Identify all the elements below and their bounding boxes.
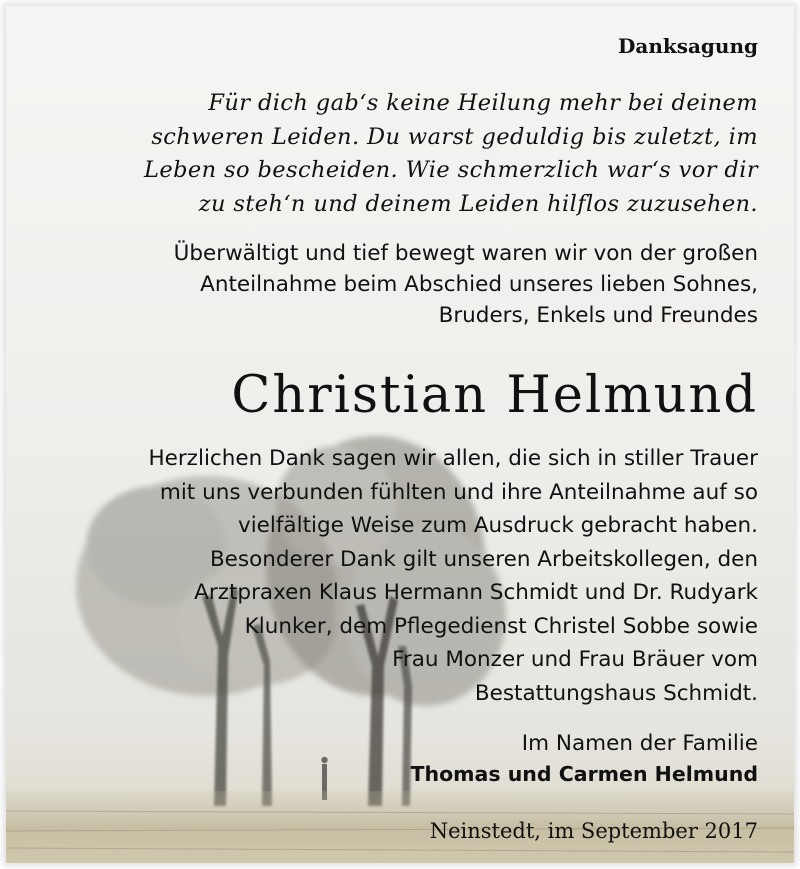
poem-line: Leben so bescheiden. Wie schmerzlich war‘s vor dir: [144, 157, 758, 183]
thanks-line: mit uns verbunden fühlten und ihre Anteilnahme auf so: [159, 479, 758, 505]
signature-line: Im Namen der Familie: [521, 731, 758, 756]
poem-line: zu steh‘n und deinem Leiden hilflos zuzusehen.: [198, 190, 758, 217]
family-names: Thomas und Carmen Helmund: [410, 762, 758, 786]
intro-line: Anteilnahme beim Abschied unseres lieben Sohnes,: [200, 272, 758, 297]
place-date: Neinstedt, im September 2017: [429, 819, 758, 843]
intro-text: [174, 238, 758, 331]
poem-line: schweren Leiden. Du warst geduldig bis zuletzt, im: [151, 123, 758, 150]
thanks-line: Bestattungshaus Schmidt.: [474, 680, 758, 706]
thanks-line: Arztpraxen Klaus Hermann Schmidt und Dr. Rudyark: [194, 580, 758, 605]
poem: [144, 87, 758, 221]
poem-line: Für dich gab‘s keine Heilung mehr bei deinem: [208, 90, 758, 116]
obituary-card: [6, 6, 794, 863]
thanks-line: vielfältige Weise zum Ausdruck gebracht haben.: [237, 513, 758, 538]
thanks-line: Herzlichen Dank sagen wir allen, die sich in stiller Trauer: [148, 446, 758, 471]
intro-line: Bruders, Enkels und Freundes: [438, 303, 758, 328]
thanks-line: Besonderer Dank gilt unseren Arbeitskollegen, den: [209, 546, 758, 572]
thanks-line: Klunker, dem Pflegedienst Christel Sobbe sowie: [244, 613, 758, 639]
heading: Danksagung: [618, 34, 758, 58]
deceased-name: Christian Helmund: [231, 366, 758, 425]
signature: [411, 729, 759, 789]
intro-line: Überwältigt und tief bewegt waren wir von der großen: [173, 241, 758, 266]
thanks-line: Frau Monzer und Frau Bräuer vom: [392, 647, 758, 672]
thanks-text: [148, 442, 758, 710]
